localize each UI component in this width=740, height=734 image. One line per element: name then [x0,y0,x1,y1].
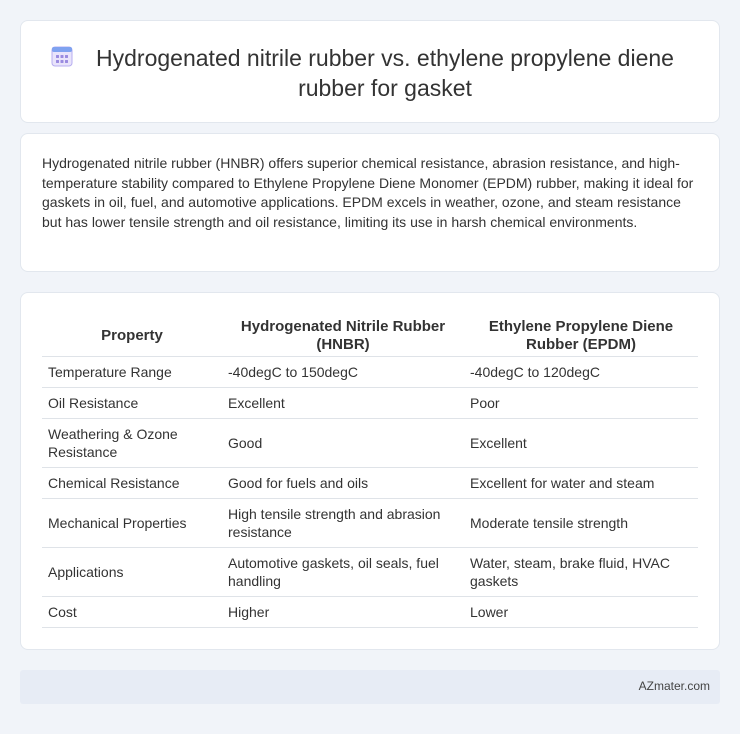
cell-epdm: Water, steam, brake fluid, HVAC gaskets [464,548,698,597]
cell-epdm: Excellent for water and steam [464,468,698,499]
title-card [20,20,720,123]
table-card [20,292,720,650]
header-property: Property [42,313,222,357]
cell-epdm: Poor [464,388,698,419]
cell-hnbr: Good [222,419,464,468]
header-hnbr: Hydrogenated Nitrile Rubber (HNBR) [222,313,464,357]
cell-property: Mechanical Properties [42,499,222,548]
cell-epdm: Moderate tensile strength [464,499,698,548]
cell-property: Temperature Range [42,357,222,388]
cell-property: Weathering & Ozone Resistance [42,419,222,468]
comparison-table [42,313,698,628]
cell-hnbr: Higher [222,597,464,628]
footer-site-link[interactable]: AZmater.com [638,679,710,693]
summary-paragraph: Hydrogenated nitrile rubber (HNBR) offers superior chemical resistance, abrasion resistance, and high-temperature stability compared to Ethylene Propylene Diene Monomer (EPDM) rubber, making it ideal for gaskets in oil, fuel, and automotive applications. EPDM excels in weather, ozone, and steam resistance but has lower tensile strength and oil resistance, limiting its use in harsh chemical environments. [42,155,694,230]
footer-bar [20,670,720,704]
cell-property: Chemical Resistance [42,468,222,499]
cell-hnbr: High tensile strength and abrasion resistance [222,499,464,548]
cell-hnbr: Automotive gaskets, oil seals, fuel handling [222,548,464,597]
table-row [42,388,698,419]
cell-hnbr: -40degC to 150degC [222,357,464,388]
table-row [42,499,698,548]
table-header-row [42,313,698,357]
cell-hnbr: Excellent [222,388,464,419]
table-row [42,597,698,628]
cell-epdm: Excellent [464,419,698,468]
page-title: Hydrogenated nitrile rubber vs. ethylene propylene diene rubber for gasket [96,45,674,101]
cell-hnbr: Good for fuels and oils [222,468,464,499]
cell-property: Applications [42,548,222,597]
summary-card [20,133,720,272]
cell-property: Cost [42,597,222,628]
table-row [42,357,698,388]
table-row [42,419,698,468]
cell-epdm: -40degC to 120degC [464,357,698,388]
cell-epdm: Lower [464,597,698,628]
header-epdm: Ethylene Propylene Diene Rubber (EPDM) [464,313,698,357]
cell-property: Oil Resistance [42,388,222,419]
table-row [42,468,698,499]
table-row [42,548,698,597]
